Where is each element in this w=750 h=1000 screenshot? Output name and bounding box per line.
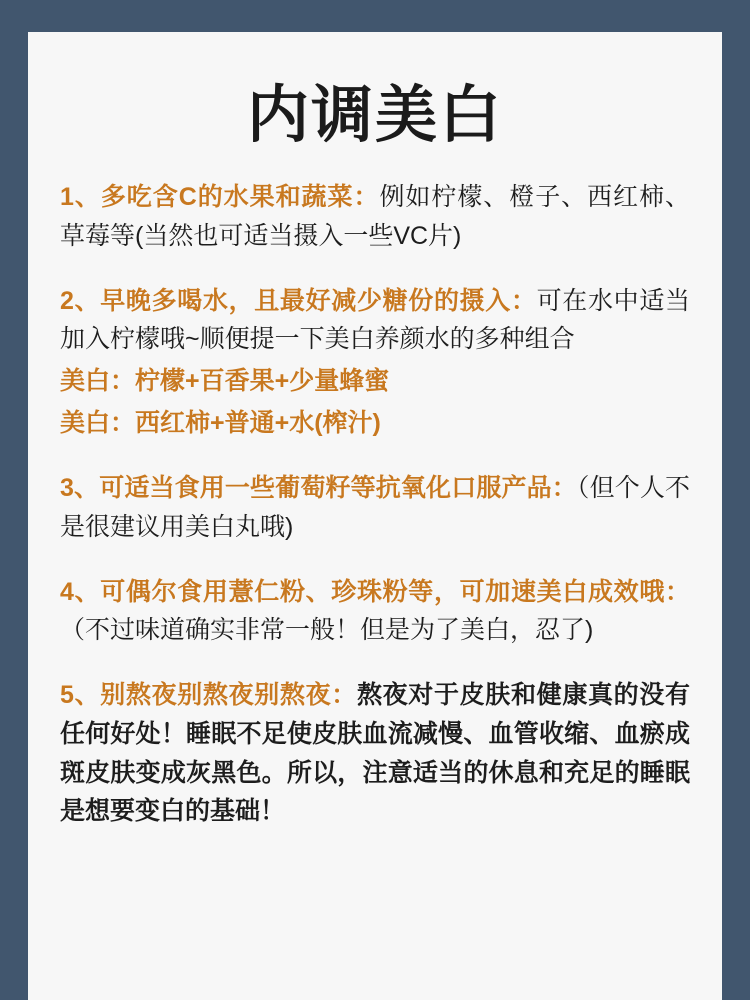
item-lead: 2、早晚多喝水，且最好减少糖份的摄入：: [60, 286, 537, 315]
list-item: [60, 282, 690, 444]
item-body: 可在水中适当加入柠檬哦~顺便提一下美白养颜水的多种组合: [60, 286, 690, 354]
note-card: [28, 32, 722, 1000]
list-item: [60, 573, 690, 651]
item-lead: 1、多吃含C的水果和蔬菜：: [60, 183, 380, 212]
item-sub: 美白：柠檬+百香果+少量蜂蜜: [60, 367, 390, 396]
page-title: 内调美白: [246, 81, 503, 150]
item-sub: 美白：西红柿+普通+水(榨汁): [60, 409, 381, 438]
list-item: [60, 469, 690, 547]
list-item: [60, 676, 690, 831]
item-body: 熬夜对于皮肤和健康真的没有任何好处！睡眠不足使皮肤血流减慢、血管收缩、血瘀成斑皮肤变成灰黑色。所以，注意适当的休息和充足的睡眠是想要变白的基础！: [60, 681, 690, 826]
item-body: （不过味道确实非常一般！但是为了美白，忍了): [60, 616, 594, 645]
item-body: （但个人不是很建议用美白丸哦): [60, 474, 690, 541]
item-body: 例如柠檬、橙子、西红柿、草莓等(当然也可适当摄入一些VC片): [60, 183, 690, 250]
item-lead: 3、可适当食用一些葡萄籽等抗氧化口服产品：: [60, 474, 577, 503]
item-lead: 4、可偶尔食用薏仁粉、珍珠粉等，可加速美白成效哦：: [60, 577, 690, 606]
list-item: [60, 178, 690, 256]
item-lead: 5、别熬夜别熬夜别熬夜：: [60, 681, 357, 710]
